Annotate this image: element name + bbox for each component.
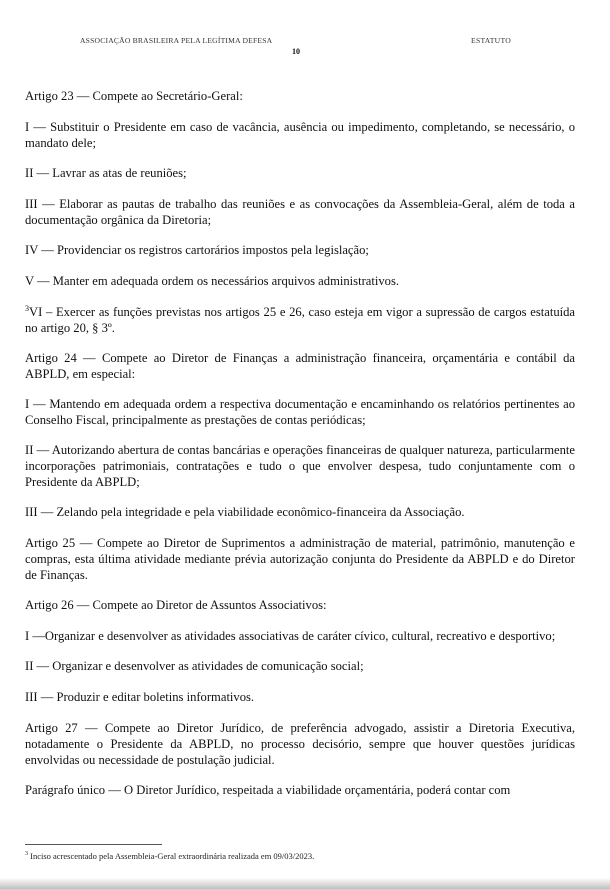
article-25: Artigo 25 — Compete ao Diretor de Suprimentos a administração de material, patrimônio, manutenção e compras, esta última atividade mediante prévia autorização conjunta do Presidente da ABPLD e do Diretor de Finanças. <box>25 536 575 582</box>
article-27: Artigo 27 — Compete ao Diretor Jurídico, de preferência advogado, assistir a Diretoria Executiva, notadamente o Presidente da ABPLD, no processo decisório, sempre que houver questões jurídicas envolvidas ou necessidade de postulação judicial. <box>25 721 575 767</box>
article-23-item-iii: III — Elaborar as pautas de trabalho das reuniões e as convocações da Assembleia-Geral, além de toda a documentação orgânica da Diretoria; <box>25 197 575 227</box>
article-23-item-vi <box>25 304 575 336</box>
article-24-item-i: I — Mantendo em adequada ordem a respectiva documentação e encaminhando os relatórios pertinentes ao Conselho Fiscal, principalmente as prestações de contas periódicas; <box>25 397 575 427</box>
article-24-heading: Artigo 24 — Compete ao Diretor de Finanças a administração financeira, orçamentária e contábil da ABPLD, em especial: <box>25 351 575 381</box>
footnote <box>25 851 585 862</box>
footnote-text: Inciso acrescentado pela Assembleia-Geral extraordinária realizada em 09/03/2023. <box>28 851 315 861</box>
footnote-reference: 3 <box>25 303 29 313</box>
article-23-item-ii: II — Lavrar as atas de reuniões; <box>25 166 187 180</box>
article-23-item-i: I — Substituir o Presidente em caso de vacância, ausência ou impedimento, completando, se necessário, o mandato dele; <box>25 120 575 150</box>
article-26-item-i: I —Organizar e desenvolver as atividades associativas de caráter cívico, cultural, recreativo e desportivo; <box>25 629 556 643</box>
article-23-item-iv: IV — Providenciar os registros cartorários impostos pela legislação; <box>25 243 369 257</box>
article-23-item-vi-text: VI – Exercer as funções previstas nos artigos 25 e 26, caso esteja em vigor a supressão de cargos estatuída no artigo 20, § 3º. <box>25 305 575 335</box>
page-number: 10 <box>292 47 300 56</box>
article-26-heading: Artigo 26 — Compete ao Diretor de Assuntos Associativos: <box>25 598 327 612</box>
document-body <box>25 88 575 812</box>
article-27-sole-paragraph: Parágrafo único — O Diretor Jurídico, respeitada a viabilidade orçamentária, poderá contar com <box>25 783 511 797</box>
article-23-heading: Artigo 23 — Compete ao Secretário-Geral: <box>25 89 243 103</box>
header-section: ESTATUTO <box>471 36 512 45</box>
footnote-separator <box>25 844 162 845</box>
page-bottom-edge <box>0 878 610 889</box>
article-24-item-ii: II — Autorizando abertura de contas bancárias e operações financeiras de qualquer natureza, particularmente incorporações patrimoniais, contratações e tudo o que envolver despesa, tudo conjuntamente com o Presidente da ABPLD; <box>25 443 575 489</box>
article-26-item-ii: II — Organizar e desenvolver as atividades de comunicação social; <box>25 659 364 673</box>
article-23-item-v: V — Manter em adequada ordem os necessários arquivos administrativos. <box>25 274 399 288</box>
footnote-marker: 3 <box>25 851 28 858</box>
article-26-item-iii: III — Produzir e editar boletins informativos. <box>25 690 255 704</box>
article-24-item-iii: III — Zelando pela integridade e pela viabilidade econômico-financeira da Associação. <box>25 505 465 519</box>
page-header <box>0 36 610 62</box>
header-organization: ASSOCIAÇÃO BRASILEIRA PELA LEGÍTIMA DEFESA <box>80 36 273 45</box>
